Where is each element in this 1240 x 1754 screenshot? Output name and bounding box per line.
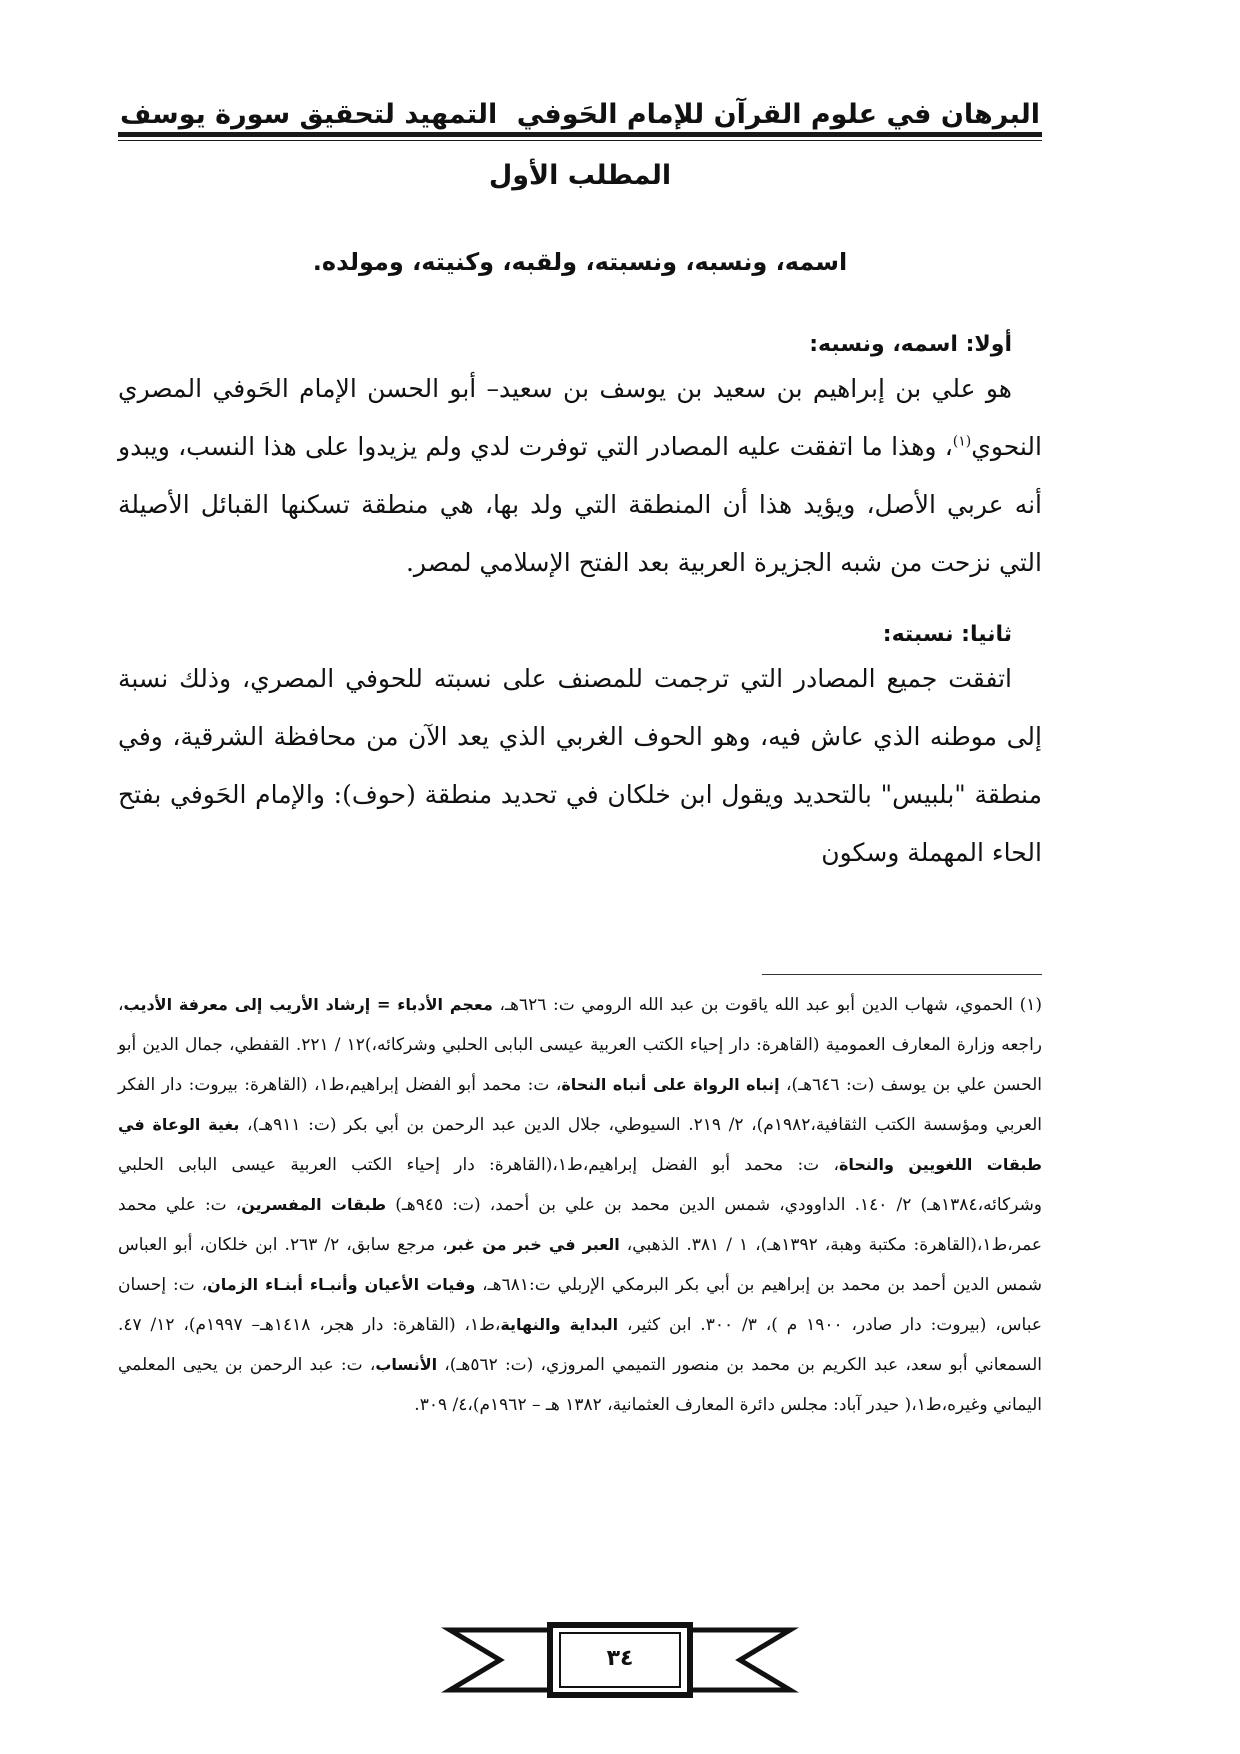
section-title: التمهيد لتحقيق سورة يوسف [120,99,498,130]
fn-text: ، ت: عبد الرحمن بن يحيى المعلمي اليماني وغيره،ط١،( حيدر آباد: مجلس دائرة المعارف العثمانية، ١٣٨٢ هـ – ١٩٦٢م)،٤/ ٣٠٩. [118,1355,1042,1415]
paragraph-1-text-a: هو علي بن إبراهيم بن سعيد بن يوسف بن سعيد– أبو الحسن الإمام الحَوفي المصري النحوي [118,374,1042,461]
fn-text: (١) الحموي، شهاب الدين أبو عبد الله ياقوت بن عبد الله الرومي ت: ٦٢٦هـ، [492,995,1042,1015]
footnote-1 [118,985,1042,1425]
fn-text: ، ت: علي محمد عمر،ط١،(القاهرة: مكتبة وهبة، ١٣٩٢هـ)، ١ / ٣٨١. الذهبي، [118,1195,1043,1255]
paragraph-2-text: اتفقت جميع المصادر التي ترجمت للمصنف على نسبته للحوفي المصري، وذلك نسبة إلى موطنه الذي عاش فيه، وهو الحوف الغربي الذي يعد الآن من محافظة الشرقية، وفي منطقة "بلبيس" بالتحديد ويقول ابن خلكان في تحديد منطقة (حوف): والإمام الحَوفي بفتح الحاء المهملة وسكون [118,664,1042,867]
header-rule-thin [118,140,1042,141]
paragraph-1 [118,360,1042,592]
footnote-separator [762,974,1042,975]
page-number: ٣٤ [606,1646,634,1671]
fn-book-title: وفيات الأعيان وأنبـاء أبنـاء الزمان [207,1275,476,1294]
fn-text: ،ط١، (القاهرة: دار هجر، ١٤١٨هـ– ١٩٩٧م)، ١٢/ ٤٧. السمعاني أبو سعد، عبد الكريم بن محمد بن منصور التميمي المروزي، (ت: ٥٦٢هـ)، [118,1315,1042,1375]
header-rule-thick [118,132,1042,137]
fn-book-title: العبر في خبر من غبر [447,1235,620,1254]
fn-text: ، ت: محمد أبو الفضل إبراهيم،ط١،(القاهرة: دار إحياء الكتب العربية عيسى البابى الحلبي وشركائه،١٣٨٤هـ) ٢/ ١٤٠. الداوودي، شمس الدين محمد بن علي بن أحمد، (ت: ٩٤٥هـ) [118,1155,1043,1215]
paragraph-2 [118,650,1042,882]
fn-text: ، راجعه وزارة المعارف العمومية (القاهرة: دار إحياء الكتب العربية عيسى البابى الحلبي وشركائه،)١٢ / ٢٢١. القفطي، جمال الدين أبو الحسن علي بن يوسف (ت: ٦٤٦هـ)، [118,995,1042,1095]
heading-attribution: ثانيا: نسبته: [882,622,1012,647]
footnote-ref[interactable]: (١) [952,433,972,450]
fn-book-title: معجم الأدباء = إرشاد الأريب إلى معرفة الأديب [123,995,493,1014]
fn-text: ، ت: محمد أبو الفضل إبراهيم،ط١، (القاهرة: بيروت: دار الفكر العربي ومؤسسة الكتب الثقافية،١٩٨٢م)، ٢/ ٢١٩. السيوطي، جلال الدين عبد الرحمن بن أبي بكر (ت: ٩١١هـ)، [118,1075,1042,1135]
fn-book-title: طبقات المفسرين [241,1195,387,1214]
heading-name-lineage: أولا: اسمه، ونسبه: [809,332,1012,357]
section-heading: المطلب الأول [488,160,672,191]
paragraph-1-text-b: ، وهذا ما اتفقت عليه المصادر التي توفرت لدي ولم يزيدوا على هذا النسب، ويبدو أنه عربي الأصل، ويؤيد هذا أن المنطقة التي ولد بها، هي منطقة تسكنها القبائل الأصيلة التي نزحت من شبه الجزيرة العربية بعد الفتح الإسلامي لمصر. [118,432,1042,577]
running-header [120,78,1040,130]
fn-book-title: إنباه الرواة على أنباه النحاة [561,1075,780,1094]
fn-text: ، مرجع سابق، ٢/ ٢٦٣. ابن خلكان، أبو العباس شمس الدين أحمد بن محمد بن إبراهيم بن أبي بكر البرمكي الإربلي ت:٦٨١هـ، [118,1235,1042,1295]
fn-book-title: بغية الوعاة في طبقات اللغويين والنحاة [118,1115,1042,1174]
fn-book-title: الأنساب [375,1355,438,1374]
book-title: البرهان في علوم القرآن للإمام الحَوفي [516,99,1040,130]
fn-text: ، ت: إحسان عباس، (بيروت: دار صادر، ١٩٠٠ م )، ٣/ ٣٠٠. ابن كثير، [118,1275,1042,1335]
fn-book-title: البداية والنهاية [500,1315,619,1334]
section-subheading: اسمه، ونسبه، ونسبته، ولقبه، وكنيته، ومولده. [312,248,848,276]
